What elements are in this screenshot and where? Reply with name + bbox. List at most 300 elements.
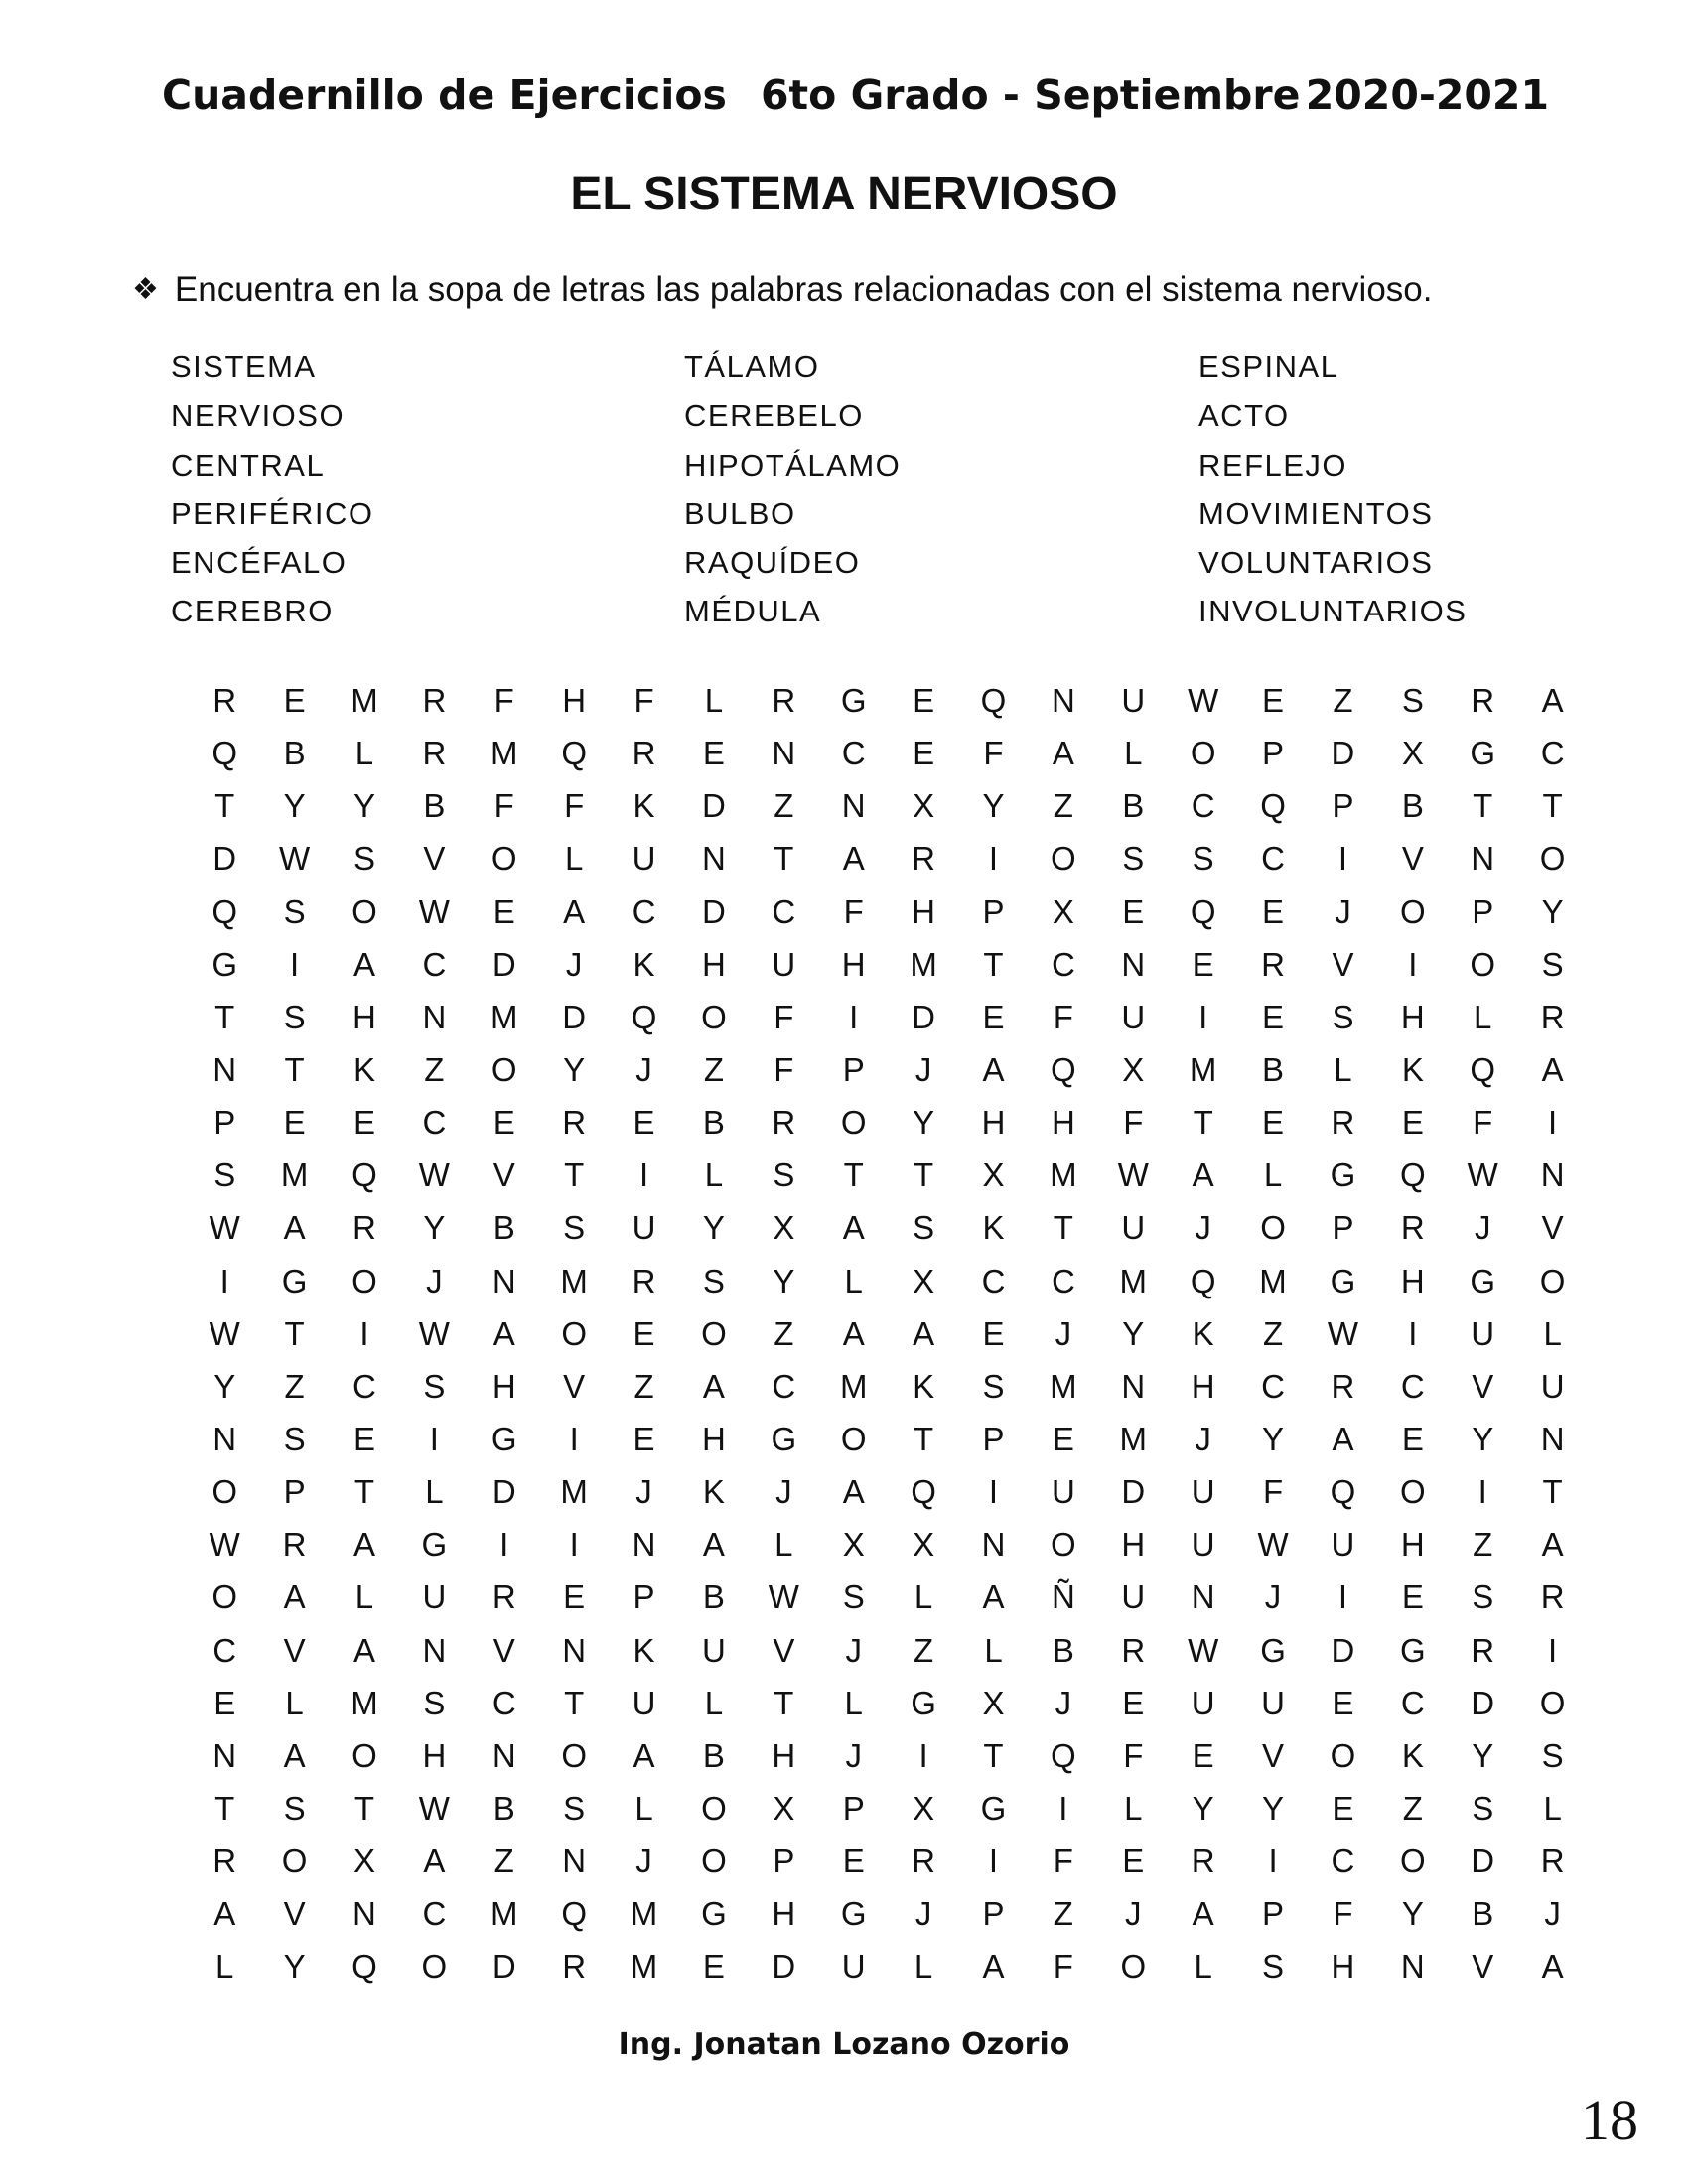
puzzle-letter: F [774, 998, 794, 1035]
puzzle-letter: L [1124, 1789, 1143, 1827]
puzzle-letter: F [983, 735, 1004, 772]
puzzle-letter: H [1400, 1262, 1425, 1299]
puzzle-letter: V [1401, 840, 1424, 878]
puzzle-letter: S [702, 1262, 725, 1299]
puzzle-letter: X [1052, 892, 1074, 930]
puzzle-letter: N [352, 1895, 376, 1933]
word-list-item: CEREBELO [684, 398, 864, 434]
puzzle-letter: U [632, 840, 656, 878]
puzzle-letter: J [1335, 892, 1351, 930]
puzzle-letter: B [702, 1578, 725, 1616]
puzzle-letter: O [281, 1843, 308, 1880]
puzzle-letter: Q [631, 998, 657, 1035]
puzzle-letter: N [1121, 1367, 1146, 1405]
puzzle-letter: O [352, 1736, 377, 1774]
puzzle-letter: H [841, 945, 866, 983]
puzzle-letter: E [702, 735, 725, 772]
puzzle-letter: C [1051, 1262, 1075, 1299]
puzzle-letter: L [1263, 1157, 1283, 1194]
puzzle-letter: M [630, 1948, 658, 1985]
puzzle-letter: K [633, 787, 655, 825]
puzzle-letter: S [283, 998, 306, 1035]
puzzle-letter: I [1337, 1578, 1348, 1616]
puzzle-letter: E [1052, 1420, 1074, 1457]
puzzle-letter: E [913, 682, 935, 719]
puzzle-letter: E [842, 1843, 865, 1880]
puzzle-letter: E [213, 1684, 236, 1721]
puzzle-letter: C [422, 1104, 447, 1142]
puzzle-letter: H [1121, 1526, 1146, 1564]
puzzle-letter: V [1541, 1209, 1564, 1247]
puzzle-letter: P [842, 1050, 865, 1088]
puzzle-row [190, 1840, 1588, 1892]
puzzle-letter: Z [774, 787, 794, 825]
puzzle-letter: Q [1051, 1736, 1076, 1774]
puzzle-letter: C [1331, 1843, 1355, 1880]
puzzle-row [190, 1154, 1588, 1206]
puzzle-letter: S [283, 1420, 306, 1457]
puzzle-letter: S [423, 1367, 446, 1405]
puzzle-letter: H [1400, 1526, 1425, 1564]
puzzle-letter: S [1401, 682, 1424, 719]
puzzle-row [190, 1312, 1588, 1365]
puzzle-letter: P [1472, 892, 1494, 930]
puzzle-letter: N [1400, 1948, 1425, 1985]
puzzle-letter: E [1262, 682, 1285, 719]
puzzle-letter: O [561, 1736, 587, 1774]
puzzle-letter: L [914, 1948, 933, 1985]
puzzle-letter: B [492, 1789, 515, 1827]
puzzle-letter: E [913, 735, 935, 772]
puzzle-letter: V [773, 1631, 795, 1669]
puzzle-letter: N [492, 1262, 516, 1299]
word-list-item: ESPINAL [1198, 349, 1339, 384]
puzzle-letter: R [1540, 1578, 1565, 1616]
puzzle-letter: Q [1400, 1157, 1426, 1194]
puzzle-letter: S [1192, 840, 1214, 878]
puzzle-letter: H [772, 1736, 796, 1774]
puzzle-letter: U [1121, 682, 1146, 719]
puzzle-letter: S [283, 892, 306, 930]
puzzle-letter: A [1332, 1420, 1354, 1457]
puzzle-letter: S [1332, 998, 1354, 1035]
puzzle-letter: T [214, 998, 235, 1035]
puzzle-letter: Y [423, 1209, 446, 1247]
puzzle-letter: M [280, 1157, 309, 1194]
puzzle-letter: O [211, 1578, 238, 1616]
word-list-item: RAQUÍDEO [684, 545, 861, 581]
puzzle-letter: T [914, 1157, 934, 1194]
instruction [132, 270, 1432, 310]
puzzle-letter: O [701, 1789, 727, 1827]
puzzle-letter: Q [352, 1948, 377, 1985]
puzzle-letter: S [213, 1157, 236, 1194]
word-list-item: SISTEMA [171, 349, 317, 384]
puzzle-letter: S [913, 1209, 935, 1247]
puzzle-letter: N [1121, 945, 1146, 983]
puzzle-letter: U [841, 1948, 866, 1985]
puzzle-letter: G [840, 682, 867, 719]
puzzle-letter: E [1262, 998, 1285, 1035]
puzzle-letter: Q [1051, 1050, 1076, 1088]
puzzle-letter: A [982, 1578, 1005, 1616]
puzzle-letter: D [702, 892, 726, 930]
puzzle-letter: K [633, 945, 655, 983]
puzzle-letter: C [772, 892, 796, 930]
puzzle-letter: A [842, 1209, 865, 1247]
puzzle-letter: V [283, 1631, 306, 1669]
word-list-item: INVOLUNTARIOS [1198, 594, 1468, 629]
puzzle-letter: P [1262, 1895, 1285, 1933]
puzzle-letter: Y [283, 1948, 306, 1985]
puzzle-letter: Q [1190, 1262, 1216, 1299]
puzzle-letter: A [842, 840, 865, 878]
puzzle-letter: Z [1402, 1789, 1423, 1827]
puzzle-letter: R [212, 682, 237, 719]
puzzle-letter: H [1191, 1367, 1215, 1405]
puzzle-letter: J [565, 945, 583, 983]
puzzle-letter: A [1541, 682, 1564, 719]
puzzle-letter: L [774, 1526, 793, 1564]
puzzle-row [190, 1575, 1588, 1628]
puzzle-letter: T [214, 787, 235, 825]
puzzle-letter: F [1123, 1104, 1144, 1142]
puzzle-letter: C [632, 892, 656, 930]
puzzle-letter: L [1474, 998, 1492, 1035]
puzzle-letter: J [1195, 1420, 1211, 1457]
puzzle-letter: H [422, 1736, 447, 1774]
puzzle-letter: R [1540, 1843, 1565, 1880]
puzzle-letter: F [774, 1050, 794, 1088]
puzzle-letter: L [215, 1948, 234, 1985]
puzzle-letter: L [704, 682, 724, 719]
puzzle-letter: L [634, 1789, 653, 1827]
puzzle-letter: H [1051, 1104, 1075, 1142]
puzzle-letter: D [492, 1473, 516, 1511]
puzzle-letter: H [772, 1895, 796, 1933]
puzzle-letter: F [843, 892, 864, 930]
puzzle-letter: L [914, 1578, 933, 1616]
puzzle-letter: K [352, 1050, 375, 1088]
puzzle-letter: X [913, 1262, 935, 1299]
puzzle-letter: M [1050, 1157, 1077, 1194]
puzzle-letter: N [492, 1736, 516, 1774]
puzzle-letter: C [1400, 1684, 1425, 1721]
puzzle-letter: I [1268, 1843, 1278, 1880]
puzzle-letter: I [569, 1420, 579, 1457]
puzzle-letter: M [560, 1262, 588, 1299]
puzzle-letter: F [1262, 1473, 1284, 1511]
puzzle-letter: X [982, 1157, 1005, 1194]
puzzle-letter: Q [1190, 892, 1216, 930]
puzzle-letter: W [279, 840, 311, 878]
puzzle-letter: A [1541, 1948, 1564, 1985]
puzzle-letter: Z [1053, 1895, 1073, 1933]
puzzle-letter: A [352, 1631, 375, 1669]
puzzle-letter: O [1400, 1843, 1426, 1880]
puzzle-letter: Q [980, 682, 1007, 719]
puzzle-letter: W [209, 1209, 240, 1247]
puzzle-letter: I [988, 840, 999, 878]
puzzle-letter: E [1262, 1104, 1285, 1142]
puzzle-letter: I [918, 1736, 928, 1774]
puzzle-letter: P [213, 1104, 236, 1142]
puzzle-letter: R [562, 1948, 587, 1985]
puzzle-letter: W [209, 1526, 240, 1564]
word-list-column-2 [684, 349, 901, 643]
puzzle-letter: T [774, 1684, 794, 1721]
puzzle-letter: N [1540, 1157, 1565, 1194]
puzzle-row [190, 1260, 1588, 1312]
puzzle-letter: V [1262, 1736, 1285, 1774]
page-number: 18 [1581, 2088, 1638, 2152]
puzzle-letter: O [352, 1262, 377, 1299]
puzzle-letter: P [842, 1789, 865, 1827]
puzzle-letter: R [772, 1104, 796, 1142]
puzzle-letter: O [701, 1314, 727, 1352]
puzzle-letter: T [1542, 1473, 1563, 1511]
puzzle-letter: J [635, 1473, 652, 1511]
puzzle-letter: U [1051, 1473, 1075, 1511]
puzzle-letter: Y [702, 1209, 725, 1247]
puzzle-letter: T [774, 840, 794, 878]
puzzle-letter: C [1191, 787, 1215, 825]
puzzle-letter: N [1540, 1420, 1565, 1457]
puzzle-letter: I [219, 1262, 229, 1299]
puzzle-letter: A [982, 1050, 1005, 1088]
puzzle-letter: W [418, 1789, 450, 1827]
puzzle-letter: Q [211, 735, 238, 772]
puzzle-letter: G [840, 1895, 867, 1933]
puzzle-letter: G [1330, 1262, 1356, 1299]
puzzle-letter: M [351, 682, 378, 719]
puzzle-letter: M [351, 1684, 378, 1721]
puzzle-letter: V [492, 1157, 515, 1194]
puzzle-letter: L [1194, 1948, 1212, 1985]
puzzle-letter: H [352, 998, 376, 1035]
puzzle-letter: Y [283, 787, 306, 825]
puzzle-letter: W [1188, 682, 1219, 719]
puzzle-letter: X [842, 1526, 865, 1564]
word-list-item: ACTO [1198, 398, 1290, 434]
puzzle-letter: S [1541, 1736, 1564, 1774]
puzzle-letter: B [702, 1736, 725, 1774]
puzzle-letter: W [418, 1314, 450, 1352]
puzzle-letter: T [564, 1157, 585, 1194]
puzzle-letter: O [701, 1843, 727, 1880]
puzzle-letter: Y [1192, 1789, 1214, 1827]
puzzle-row [190, 1365, 1588, 1418]
puzzle-letter: H [981, 1104, 1006, 1142]
puzzle-letter: T [284, 1050, 305, 1088]
puzzle-letter: G [421, 1526, 448, 1564]
puzzle-letter: L [844, 1684, 863, 1721]
puzzle-letter: L [1543, 1314, 1562, 1352]
puzzle-letter: G [771, 1420, 797, 1457]
puzzle-letter: A [423, 1843, 446, 1880]
puzzle-letter: E [633, 1104, 655, 1142]
header-notebook-title: Cuadernillo de Ejercicios [162, 71, 727, 119]
puzzle-letter: O [701, 998, 727, 1035]
puzzle-letter: R [282, 1526, 307, 1564]
puzzle-letter: U [632, 1209, 656, 1247]
puzzle-row [190, 890, 1588, 943]
puzzle-letter: Q [911, 1473, 936, 1511]
puzzle-letter: Y [1262, 1420, 1285, 1457]
puzzle-letter: G [980, 1789, 1007, 1827]
puzzle-letter: E [982, 998, 1005, 1035]
puzzle-letter: E [352, 1420, 375, 1457]
puzzle-letter: N [1191, 1578, 1215, 1616]
puzzle-letter: X [913, 1526, 935, 1564]
puzzle-letter: Z [1262, 1314, 1284, 1352]
puzzle-letter: N [212, 1050, 237, 1088]
word-list-item: MÉDULA [684, 594, 822, 629]
puzzle-letter: O [1190, 735, 1216, 772]
puzzle-letter: O [1400, 1473, 1426, 1511]
puzzle-letter: N [1471, 840, 1495, 878]
puzzle-letter: U [772, 945, 796, 983]
puzzle-letter: J [1055, 1314, 1072, 1352]
puzzle-row [190, 1787, 1588, 1840]
puzzle-letter: S [423, 1684, 446, 1721]
puzzle-letter: R [562, 1104, 587, 1142]
puzzle-letter: A [492, 1314, 515, 1352]
puzzle-letter: B [423, 787, 446, 825]
puzzle-letter: O [1400, 892, 1426, 930]
puzzle-row [190, 1523, 1588, 1575]
puzzle-letter: E [1122, 1684, 1145, 1721]
puzzle-letter: S [1472, 1578, 1494, 1616]
puzzle-letter: C [212, 1631, 237, 1669]
puzzle-letter: I [1548, 1631, 1558, 1669]
puzzle-letter: N [212, 1736, 237, 1774]
puzzle-letter: I [569, 1526, 579, 1564]
puzzle-letter: J [426, 1262, 443, 1299]
puzzle-letter: Y [1472, 1420, 1494, 1457]
puzzle-letter: U [1261, 1684, 1285, 1721]
word-list-item: MOVIMIENTOS [1198, 495, 1434, 531]
puzzle-letter: U [1331, 1526, 1355, 1564]
puzzle-letter: X [352, 1843, 375, 1880]
puzzle-letter: S [773, 1157, 795, 1194]
puzzle-letter: S [352, 840, 375, 878]
puzzle-letter: P [982, 1420, 1005, 1457]
puzzle-letter: O [561, 1314, 587, 1352]
puzzle-letter: L [704, 1157, 724, 1194]
puzzle-letter: Q [1260, 787, 1286, 825]
puzzle-row [190, 1629, 1588, 1682]
puzzle-letter: E [352, 1104, 375, 1142]
puzzle-letter: Y [913, 1104, 935, 1142]
puzzle-letter: L [1334, 1050, 1352, 1088]
puzzle-letter: C [772, 1367, 796, 1405]
puzzle-letter: T [914, 1420, 934, 1457]
puzzle-letter: E [1192, 1736, 1214, 1774]
puzzle-letter: X [773, 1209, 795, 1247]
puzzle-letter: D [562, 998, 587, 1035]
puzzle-letter: R [1471, 1631, 1495, 1669]
puzzle-letter: I [1408, 945, 1418, 983]
puzzle-letter: C [492, 1684, 516, 1721]
puzzle-letter: Y [1401, 1895, 1424, 1933]
puzzle-letter: C [1261, 1367, 1285, 1405]
puzzle-letter: U [1471, 1314, 1495, 1352]
puzzle-letter: T [353, 1789, 375, 1827]
word-list-column-1 [171, 349, 373, 643]
puzzle-letter: W [1257, 1526, 1289, 1564]
puzzle-letter: H [1331, 1948, 1355, 1985]
puzzle-letter: K [1401, 1050, 1424, 1088]
puzzle-letter: A [702, 1367, 725, 1405]
puzzle-letter: P [982, 892, 1005, 930]
puzzle-letter: R [912, 1843, 936, 1880]
puzzle-letter: O [840, 1420, 867, 1457]
puzzle-letter: A [1192, 1895, 1214, 1933]
puzzle-letter: N [632, 1526, 656, 1564]
puzzle-letter: D [772, 1948, 796, 1985]
puzzle-letter: I [429, 1420, 439, 1457]
puzzle-letter: P [1332, 1209, 1354, 1247]
puzzle-letter: A [982, 1948, 1005, 1985]
puzzle-letter: G [1260, 1631, 1286, 1669]
puzzle-row [190, 732, 1588, 784]
puzzle-letter: E [1262, 892, 1285, 930]
puzzle-letter: C [422, 945, 447, 983]
puzzle-letter: C [352, 1367, 376, 1405]
puzzle-row [190, 996, 1588, 1048]
puzzle-letter: R [212, 1843, 237, 1880]
word-list-item: CEREBRO [171, 594, 334, 629]
puzzle-letter: M [630, 1895, 658, 1933]
puzzle-letter: C [1261, 840, 1285, 878]
puzzle-letter: E [1332, 1684, 1354, 1721]
word-search-grid [190, 679, 1588, 1998]
puzzle-letter: S [1262, 1948, 1285, 1985]
puzzle-letter: V [1472, 1367, 1494, 1405]
puzzle-letter: M [1259, 1262, 1287, 1299]
puzzle-letter: O [1330, 1736, 1356, 1774]
puzzle-letter: E [1122, 1843, 1145, 1880]
puzzle-letter: D [912, 998, 936, 1035]
puzzle-letter: J [635, 1050, 652, 1088]
puzzle-letter: P [1332, 787, 1354, 825]
puzzle-letter: D [1121, 1473, 1146, 1511]
puzzle-letter: V [1332, 945, 1354, 983]
puzzle-letter: G [1470, 1262, 1496, 1299]
puzzle-letter: X [913, 1789, 935, 1827]
puzzle-letter: F [493, 787, 514, 825]
puzzle-letter: Z [1333, 682, 1353, 719]
instruction-text: Encuentra en la sopa de letras las palabras relacionadas con el sistema nervioso. [174, 270, 1433, 309]
puzzle-letter: D [492, 945, 516, 983]
puzzle-letter: T [1193, 1104, 1213, 1142]
puzzle-letter: E [1401, 1104, 1424, 1142]
puzzle-letter: I [988, 1473, 999, 1511]
puzzle-letter: O [421, 1948, 448, 1985]
puzzle-letter: V [492, 1631, 515, 1669]
puzzle-letter: P [773, 1843, 795, 1880]
puzzle-letter: T [1473, 787, 1493, 825]
puzzle-letter: L [844, 1262, 863, 1299]
puzzle-letter: L [1124, 735, 1143, 772]
puzzle-letter: E [283, 682, 306, 719]
puzzle-letter: D [1471, 1843, 1495, 1880]
puzzle-letter: R [772, 682, 796, 719]
puzzle-letter: V [563, 1367, 586, 1405]
puzzle-letter: J [1195, 1209, 1211, 1247]
puzzle-letter: M [1189, 1050, 1217, 1088]
